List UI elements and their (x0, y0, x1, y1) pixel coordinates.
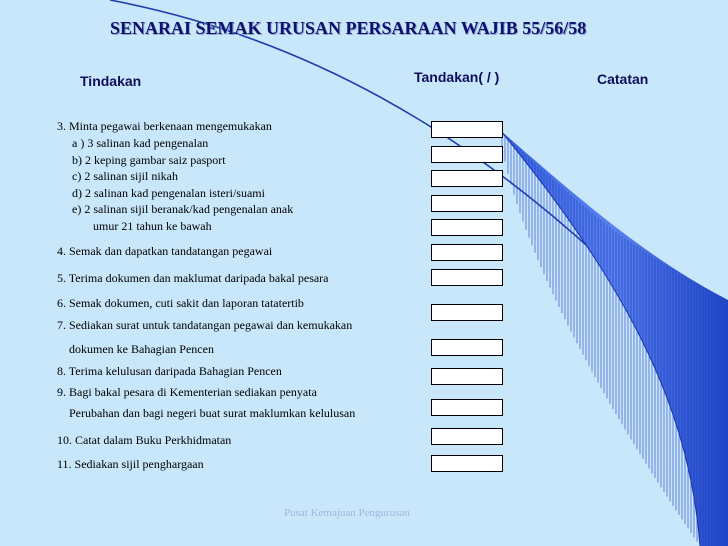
item-3c: c) 2 salinan sijil nikah (72, 169, 178, 183)
item-6: 6. Semak dokumen, cuti sakit dan laporan tatatertib (57, 296, 304, 310)
item-7: 7. Sediakan surat untuk tandatangan pegawai dan kemukakan (57, 318, 353, 332)
checkbox-7[interactable] (431, 339, 503, 356)
checkbox-3b[interactable] (431, 170, 503, 187)
page-title: SENARAI SEMAK URUSAN PERSARAAN WAJIB 55/56/58 (110, 18, 587, 38)
item-3a: a ) 3 salinan kad pengenalan (72, 136, 209, 150)
checkbox-3[interactable] (431, 121, 503, 138)
checkbox-3c[interactable] (431, 195, 503, 212)
checkbox-5[interactable] (431, 269, 503, 286)
item-9: 9. Bagi bakal pesara di Kementerian sediakan penyata (57, 385, 317, 399)
item-3d: d) 2 salinan kad pengenalan isteri/suami (72, 186, 265, 200)
checkbox-6[interactable] (431, 304, 503, 321)
header-catatan: Catatan (597, 71, 649, 87)
item-7-cont: dokumen ke Bahagian Pencen (69, 342, 214, 356)
footer-text: Pusat Kemajuan Pengurusan (284, 507, 410, 519)
item-4: 4. Semak dan dapatkan tandatangan pegawai (57, 244, 273, 258)
item-3b: b) 2 keping gambar saiz pasport (72, 153, 226, 167)
checkbox-3d[interactable] (431, 219, 503, 236)
item-8: 8. Terima kelulusan daripada Bahagian Pencen (57, 364, 282, 378)
checkbox-10[interactable] (431, 428, 503, 445)
checkbox-3a[interactable] (431, 146, 503, 163)
item-3e: e) 2 salinan sijil beranak/kad pengenalan anak (72, 202, 294, 216)
checkbox-8[interactable] (431, 368, 503, 385)
item-9-cont: Perubahan dan bagi negeri buat surat maklumkan kelulusan (69, 406, 356, 420)
item-3e-cont: umur 21 tahun ke bawah (93, 219, 212, 233)
item-11: 11. Sediakan sijil penghargaan (57, 457, 204, 471)
checkbox-11[interactable] (431, 455, 503, 472)
checkbox-4[interactable] (431, 244, 503, 261)
item-5: 5. Terima dokumen dan maklumat daripada bakal pesara (57, 271, 329, 285)
item-3: 3. Minta pegawai berkenaan mengemukakan (57, 119, 272, 133)
header-tindakan: Tindakan (80, 73, 142, 89)
item-10: 10. Catat dalam Buku Perkhidmatan (57, 433, 232, 447)
checkbox-9[interactable] (431, 399, 503, 416)
header-tandakan: Tandakan( / ) (414, 69, 500, 85)
